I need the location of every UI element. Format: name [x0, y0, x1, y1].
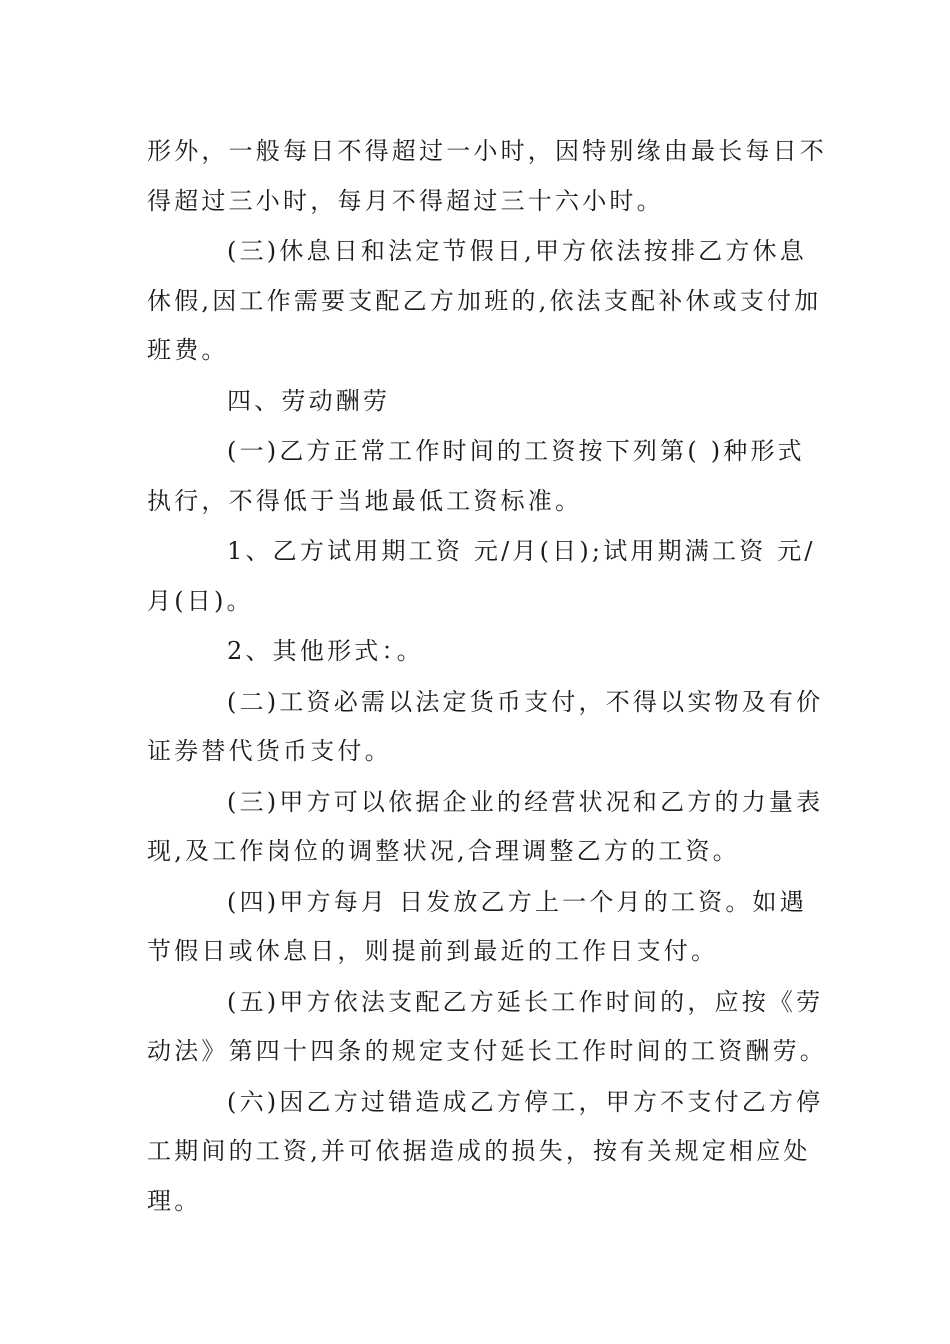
paragraph-wage-adjustment: (三)甲方可以依据企业的经营状况和乙方的力量表现,及工作岗位的调整状况,合理调整乙方的工资。 [147, 787, 824, 865]
paragraph-overtime-limit: 形外，一般每日不得超过一小时，因特别缘由最长每日不得超过三小时，每月不得超过三十六小时。 [147, 137, 827, 215]
paragraph-other-forms: 2、其他形式：。 [227, 637, 424, 665]
paragraph-wage-form: (一)乙方正常工作时间的工资按下列第( )种形式执行，不得低于当地最低工资标准。 [147, 437, 805, 515]
paragraph-overtime-pay: (五)甲方依法支配乙方延长工作时间的，应按《劳动法》第四十四条的规定支付延长工作时间的工资酬劳。 [147, 987, 827, 1065]
paragraph-work-stoppage: (六)因乙方过错造成乙方停工，甲方不支付乙方停工期间的工资,并可依据造成的损失，按有关规定相应处理。 [147, 1087, 824, 1215]
document-body [147, 127, 827, 1227]
paragraph-probation-wage: 1、乙方试用期工资 元/月(日);试用期满工资 元/月(日)。 [147, 537, 816, 615]
section-heading-remuneration: 四、劳动酬劳 [227, 386, 391, 415]
paragraph-currency-payment: (二)工资必需以法定货币支付，不得以实物及有价证券替代货币支付。 [147, 687, 824, 765]
paragraph-rest-days: (三)休息日和法定节假日,甲方依法按排乙方休息休假,因工作需要支配乙方加班的,依法支配补休或支付加班费。 [147, 237, 822, 364]
paragraph-payday: (四)甲方每月 日发放乙方上一个月的工资。如遇节假日或休息日，则提前到最近的工作日支付。 [147, 887, 807, 965]
